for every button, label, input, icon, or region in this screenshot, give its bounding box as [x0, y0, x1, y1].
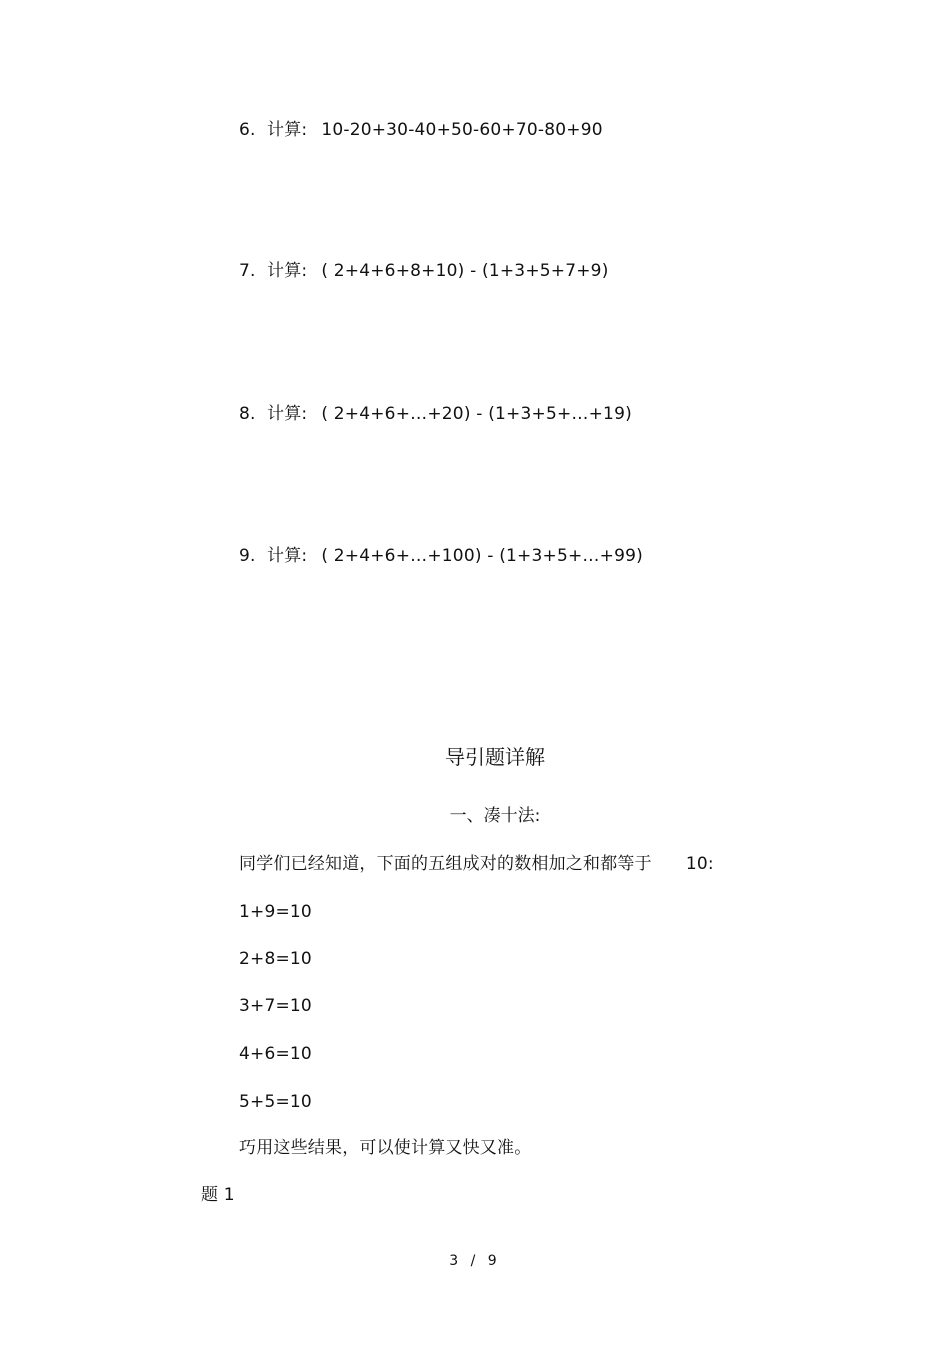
problem-7	[239, 260, 609, 282]
problem-number: 7.	[239, 261, 256, 281]
intro-text: 同学们已经知道，下面的五组成对的数相加之和都等于	[239, 854, 652, 874]
section-title: 导引题详解	[445, 745, 545, 769]
equation-line: 3+7=10	[239, 996, 312, 1016]
conclusion-text: 巧用这些结果，可以使计算又快又准。	[239, 1138, 532, 1158]
page-indicator: 3 / 9	[449, 1253, 501, 1269]
intro-paragraph	[239, 853, 714, 875]
problem-expression: ( 2+4+6+…+100) - (1+3+5+…+99)	[321, 546, 643, 566]
problem-expression: ( 2+4+6+8+10) - (1+3+5+7+9)	[321, 261, 609, 281]
problem-label: 计算:	[267, 261, 308, 281]
equation-line: 1+9=10	[239, 902, 312, 922]
problem-label: 计算:	[267, 120, 308, 140]
intro-value: 10:	[685, 854, 714, 874]
problem-expression: ( 2+4+6+…+20) - (1+3+5+…+19)	[321, 404, 632, 424]
problem-label: 计算:	[267, 546, 308, 566]
equation-line: 5+5=10	[239, 1092, 312, 1112]
problem-number: 8.	[239, 404, 256, 424]
problem-number: 9.	[239, 546, 256, 566]
problem-8	[239, 403, 632, 425]
problem-9	[239, 545, 643, 567]
problem-expression: 10-20+30-40+50-60+70-80+90	[321, 120, 603, 140]
equation-line: 4+6=10	[239, 1044, 312, 1064]
section-subtitle: 一、凑十法:	[449, 806, 541, 826]
equation-line: 2+8=10	[239, 949, 312, 969]
problem-6	[239, 119, 603, 141]
problem-label: 计算:	[267, 404, 308, 424]
problem-number: 6.	[239, 120, 256, 140]
question-label: 题 1	[201, 1185, 235, 1205]
